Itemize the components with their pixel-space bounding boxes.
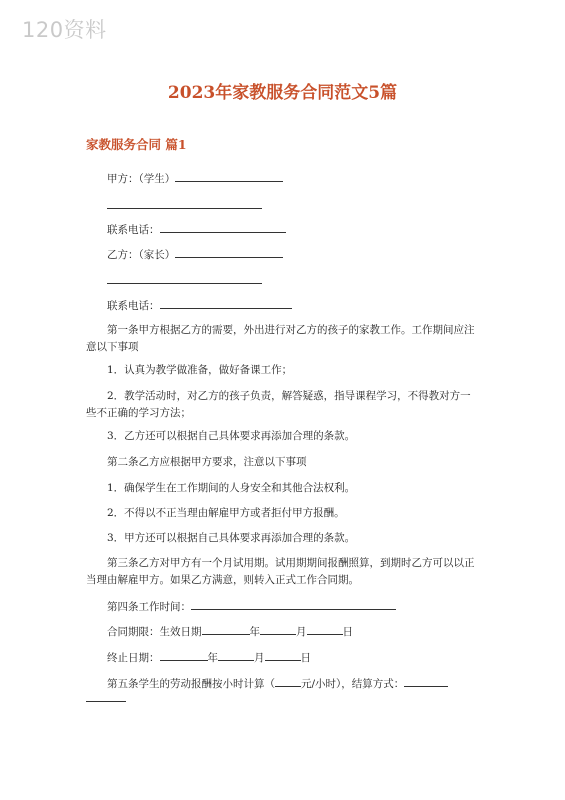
- phone-blank-1: [160, 221, 286, 233]
- end-date-label: 终止日期：: [107, 652, 160, 664]
- article-2-text: 第二条乙方应根据甲方要求，注意以下事项: [107, 456, 307, 468]
- settlement-blank: [404, 675, 448, 687]
- article-5-prefix: 第五条学生的劳动报酬按小时计算（: [107, 678, 275, 690]
- party-a-line: [107, 170, 283, 187]
- party-a-continuation: [107, 197, 262, 214]
- start-month-unit: 月: [296, 626, 307, 638]
- start-month-blank: [260, 623, 296, 635]
- article-5-continuation: [86, 690, 126, 707]
- phone-blank-2: [160, 297, 292, 309]
- contract-period-label: 合同期限：生效日期: [107, 626, 202, 638]
- contract-period-line: [107, 623, 353, 640]
- article-5-line: [107, 675, 448, 692]
- article-1-item-2: 2．教学活动时，对乙方的孩子负责，解答疑惑，指导课程学习，不得教对方一些不正确的学习方法；: [86, 390, 471, 419]
- section-heading: 家教服务合同 篇1: [86, 137, 187, 152]
- article-1-text: 第一条甲方根据乙方的需要，外出进行对乙方的孩子的家教工作。工作期间应注意以下事项: [86, 324, 475, 353]
- start-day-unit: 日: [342, 626, 353, 638]
- party-b-line: [107, 246, 283, 263]
- end-year-unit: 年: [207, 652, 218, 664]
- party-b-label: 乙方：（家长）: [107, 249, 176, 261]
- phone-label-1: 联系电话：: [107, 224, 160, 236]
- document-title: 2023年家教服务合同范文5篇: [167, 83, 398, 103]
- end-year-blank: [160, 649, 208, 661]
- end-month-blank: [218, 649, 254, 661]
- start-day-blank: [307, 623, 343, 635]
- phone-line-2: [107, 297, 292, 314]
- article-4-label: 第四条工作时间：: [107, 601, 191, 613]
- phone-label-2: 联系电话：: [107, 300, 160, 312]
- article-1-item-3: 3．乙方还可以根据自己具体要求再添加合理的条款。: [107, 430, 356, 442]
- end-day-unit: 日: [300, 652, 311, 664]
- party-a-blank: [175, 170, 283, 182]
- article-1-item-1: 1．认真为教学做准备，做好备课工作；: [107, 364, 293, 376]
- party-a-label: 甲方：（学生）: [107, 173, 176, 185]
- work-time-blank: [191, 598, 396, 610]
- end-month-unit: 月: [254, 652, 265, 664]
- start-year-blank: [202, 623, 250, 635]
- article-2-item-1: 1．确保学生在工作期间的人身安全和其他合法权利。: [107, 482, 356, 494]
- end-date-line: [107, 649, 311, 666]
- article-3-text: 第三条乙方对甲方有一个月试用期。试用期期间报酬照算，到期时乙方可以以正当理由解雇甲方。如果乙方满意，则转入正式工作合同期。: [86, 557, 475, 586]
- party-b-continuation: [107, 272, 262, 289]
- watermark: 120资料: [22, 18, 107, 42]
- party-b-blank: [175, 246, 283, 258]
- article-5-unit: 元/小时），结算方式：: [301, 678, 405, 690]
- hourly-rate-blank: [275, 675, 301, 687]
- article-2-item-2: 2．不得以不正当理由解雇甲方或者拒付甲方报酬。: [107, 507, 345, 519]
- article-2-item-3: 3．甲方还可以根据自己具体要求再添加合理的条款。: [107, 532, 356, 544]
- end-day-blank: [265, 649, 301, 661]
- settlement-blank-2: [86, 690, 126, 702]
- start-year-unit: 年: [249, 626, 260, 638]
- party-b-blank-2: [107, 272, 262, 284]
- phone-line-1: [107, 221, 286, 238]
- party-a-blank-2: [107, 197, 262, 209]
- article-4-line: [107, 598, 396, 615]
